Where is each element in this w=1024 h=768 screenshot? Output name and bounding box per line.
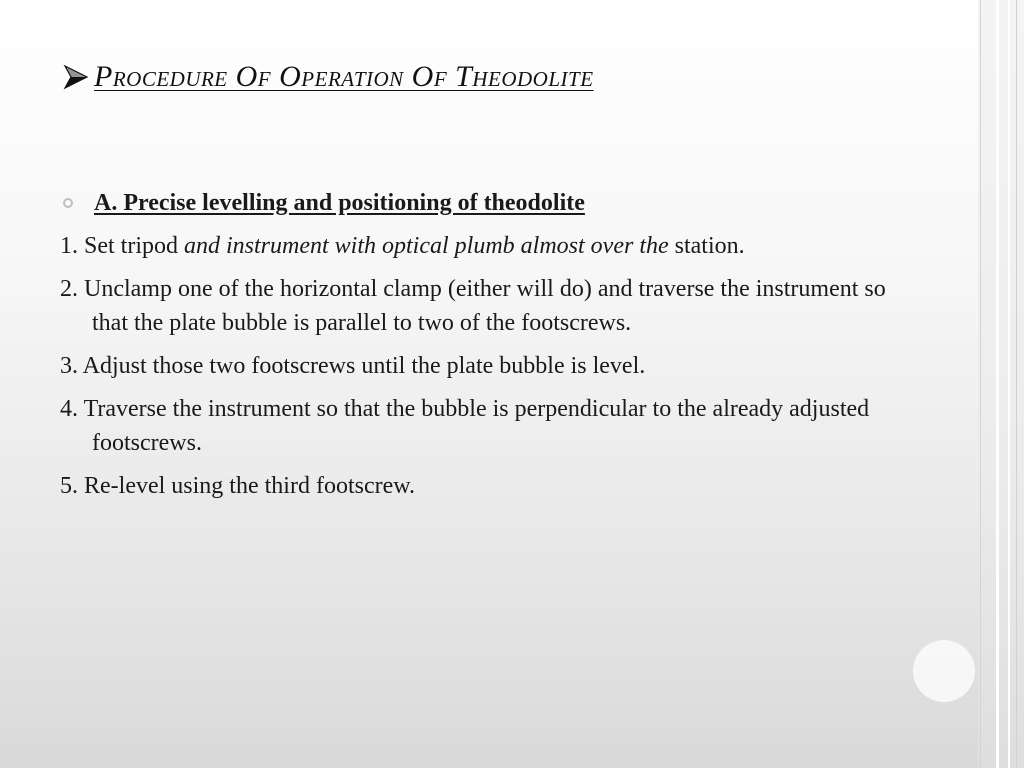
step-text: station. <box>668 233 745 259</box>
decorative-line <box>996 0 999 768</box>
step-item: 2. Unclamp one of the horizontal clamp (either will do) and traverse the instrument so that the plate bubble is parallel to two of the footscrews. <box>60 276 886 336</box>
section-heading-row <box>60 186 890 220</box>
step-item <box>60 229 890 263</box>
section-heading: A. Precise levelling and positioning of theodolite <box>94 190 585 216</box>
step-item: 3. Adjust those two footscrews until the plate bubble is level. <box>60 353 646 379</box>
arrowhead-bullet-icon <box>62 63 90 91</box>
step-italic-text: and instrument with optical plumb almost over the <box>184 233 669 259</box>
step-item: 5. Re-level using the third footscrew. <box>60 473 416 499</box>
ring-bullet-icon <box>63 198 73 208</box>
step-item: 4. Traverse the instrument so that the bubble is perpendicular to the already adjusted footscrews. <box>60 396 870 456</box>
slide-title <box>62 60 594 94</box>
step-text: 1. Set tripod <box>60 233 184 259</box>
decorative-line <box>1008 0 1010 768</box>
decorative-circle <box>913 640 975 702</box>
right-decorative-band <box>978 0 1024 768</box>
slide-title-text: Procedure Of Operation Of Theodolite <box>94 60 594 93</box>
decorative-line <box>980 0 981 768</box>
decorative-line <box>1016 0 1017 768</box>
slide-content <box>60 186 890 512</box>
